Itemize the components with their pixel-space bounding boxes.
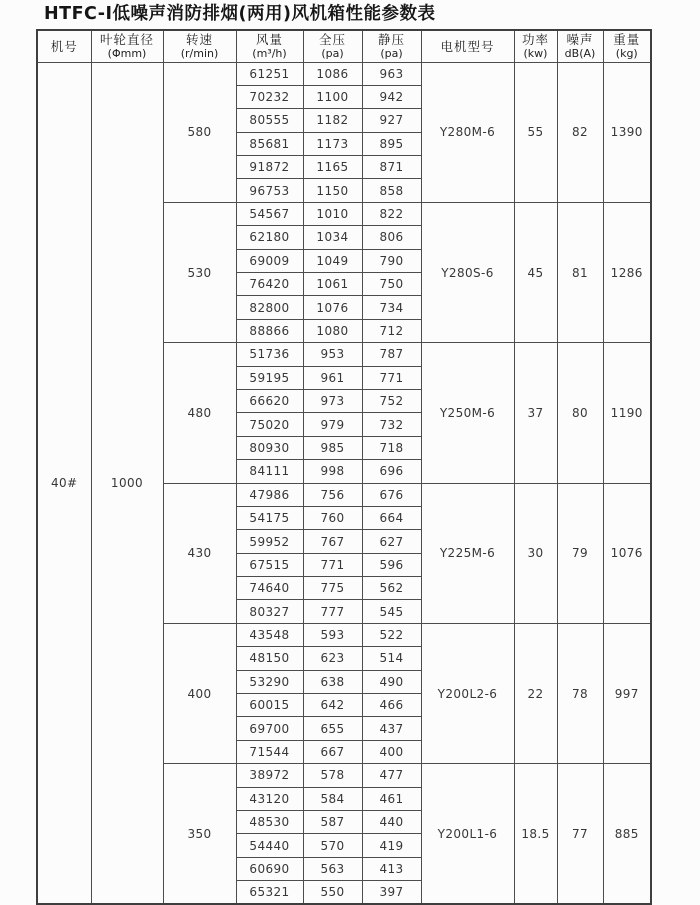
total-pressure-cell: 771 — [303, 553, 362, 576]
total-pressure-cell: 1150 — [303, 179, 362, 202]
total-pressure-cell: 642 — [303, 694, 362, 717]
col-header-label: 重量 — [613, 32, 641, 48]
col-header-impeller-diameter — [91, 30, 163, 62]
air-volume-cell: 96753 — [236, 179, 303, 202]
speed-cell: 350 — [163, 764, 236, 904]
noise-cell: 78 — [557, 623, 603, 763]
table-row — [37, 62, 651, 85]
speed-cell: 400 — [163, 623, 236, 763]
total-pressure-cell: 998 — [303, 460, 362, 483]
static-pressure-cell: 490 — [362, 670, 421, 693]
air-volume-cell: 66620 — [236, 389, 303, 412]
motor-model-cell: Y280S-6 — [421, 202, 514, 342]
total-pressure-cell: 961 — [303, 366, 362, 389]
noise-cell: 81 — [557, 202, 603, 342]
total-pressure-cell: 1076 — [303, 296, 362, 319]
total-pressure-cell: 578 — [303, 764, 362, 787]
static-pressure-cell: 522 — [362, 623, 421, 646]
col-header-unit: (pa) — [321, 47, 344, 61]
motor-model-cell: Y225M-6 — [421, 483, 514, 623]
static-pressure-cell: 545 — [362, 600, 421, 623]
weight-cell: 885 — [603, 764, 651, 904]
total-pressure-cell: 550 — [303, 881, 362, 904]
air-volume-cell: 75020 — [236, 413, 303, 436]
col-header-air-volume — [236, 30, 303, 62]
power-cell: 22 — [514, 623, 557, 763]
total-pressure-cell: 760 — [303, 506, 362, 529]
static-pressure-cell: 871 — [362, 156, 421, 179]
col-header-unit: (m³/h) — [252, 47, 287, 61]
noise-cell: 80 — [557, 343, 603, 483]
total-pressure-cell: 1034 — [303, 226, 362, 249]
static-pressure-cell: 942 — [362, 85, 421, 108]
air-volume-cell: 53290 — [236, 670, 303, 693]
col-header-label: 电机型号 — [440, 38, 495, 54]
static-pressure-cell: 397 — [362, 881, 421, 904]
total-pressure-cell: 623 — [303, 647, 362, 670]
fan-spec-table — [36, 29, 652, 905]
motor-model-cell: Y250M-6 — [421, 343, 514, 483]
noise-cell: 77 — [557, 764, 603, 904]
total-pressure-cell: 638 — [303, 670, 362, 693]
total-pressure-cell: 570 — [303, 834, 362, 857]
header-row — [37, 30, 651, 62]
weight-cell: 1390 — [603, 62, 651, 202]
air-volume-cell: 54440 — [236, 834, 303, 857]
air-volume-cell: 80327 — [236, 600, 303, 623]
air-volume-cell: 80930 — [236, 436, 303, 459]
air-volume-cell: 82800 — [236, 296, 303, 319]
static-pressure-cell: 400 — [362, 740, 421, 763]
static-pressure-cell: 895 — [362, 132, 421, 155]
col-header-total-pressure — [303, 30, 362, 62]
air-volume-cell: 38972 — [236, 764, 303, 787]
total-pressure-cell: 1049 — [303, 249, 362, 272]
power-cell: 30 — [514, 483, 557, 623]
static-pressure-cell: 466 — [362, 694, 421, 717]
total-pressure-cell: 1165 — [303, 156, 362, 179]
air-volume-cell: 59195 — [236, 366, 303, 389]
air-volume-cell: 91872 — [236, 156, 303, 179]
air-volume-cell: 74640 — [236, 577, 303, 600]
air-volume-cell: 84111 — [236, 460, 303, 483]
static-pressure-cell: 676 — [362, 483, 421, 506]
col-header-machine-no — [37, 30, 91, 62]
col-header-label: 全压 — [318, 32, 346, 48]
air-volume-cell: 60015 — [236, 694, 303, 717]
air-volume-cell: 69700 — [236, 717, 303, 740]
speed-cell: 430 — [163, 483, 236, 623]
power-cell: 18.5 — [514, 764, 557, 904]
static-pressure-cell: 771 — [362, 366, 421, 389]
total-pressure-cell: 775 — [303, 577, 362, 600]
air-volume-cell: 43120 — [236, 787, 303, 810]
static-pressure-cell: 858 — [362, 179, 421, 202]
air-volume-cell: 47986 — [236, 483, 303, 506]
static-pressure-cell: 790 — [362, 249, 421, 272]
col-header-static-pressure — [362, 30, 421, 62]
static-pressure-cell: 461 — [362, 787, 421, 810]
col-header-label: 噪声 — [566, 32, 594, 48]
static-pressure-cell: 437 — [362, 717, 421, 740]
total-pressure-cell: 979 — [303, 413, 362, 436]
air-volume-cell: 67515 — [236, 553, 303, 576]
static-pressure-cell: 732 — [362, 413, 421, 436]
air-volume-cell: 69009 — [236, 249, 303, 272]
col-header-unit: (kg) — [615, 47, 638, 61]
static-pressure-cell: 806 — [362, 226, 421, 249]
total-pressure-cell: 756 — [303, 483, 362, 506]
total-pressure-cell: 1100 — [303, 85, 362, 108]
total-pressure-cell: 593 — [303, 623, 362, 646]
static-pressure-cell: 477 — [362, 764, 421, 787]
col-header-motor-model — [421, 30, 514, 62]
weight-cell: 1076 — [603, 483, 651, 623]
static-pressure-cell: 562 — [362, 577, 421, 600]
col-header-unit: (pa) — [380, 47, 403, 61]
total-pressure-cell: 655 — [303, 717, 362, 740]
static-pressure-cell: 734 — [362, 296, 421, 319]
weight-cell: 997 — [603, 623, 651, 763]
static-pressure-cell: 514 — [362, 647, 421, 670]
total-pressure-cell: 1061 — [303, 273, 362, 296]
static-pressure-cell: 963 — [362, 62, 421, 85]
col-header-weight — [603, 30, 651, 62]
total-pressure-cell: 1173 — [303, 132, 362, 155]
air-volume-cell: 54567 — [236, 202, 303, 225]
weight-cell: 1286 — [603, 202, 651, 342]
air-volume-cell: 54175 — [236, 506, 303, 529]
motor-model-cell: Y280M-6 — [421, 62, 514, 202]
total-pressure-cell: 1010 — [303, 202, 362, 225]
total-pressure-cell: 584 — [303, 787, 362, 810]
static-pressure-cell: 596 — [362, 553, 421, 576]
total-pressure-cell: 1080 — [303, 319, 362, 342]
air-volume-cell: 62180 — [236, 226, 303, 249]
col-header-power — [514, 30, 557, 62]
air-volume-cell: 80555 — [236, 109, 303, 132]
page-title: HTFC-I低噪声消防排烟(两用)风机箱性能参数表 — [44, 4, 436, 24]
power-cell: 55 — [514, 62, 557, 202]
total-pressure-cell: 953 — [303, 343, 362, 366]
static-pressure-cell: 413 — [362, 857, 421, 880]
air-volume-cell: 76420 — [236, 273, 303, 296]
total-pressure-cell: 985 — [303, 436, 362, 459]
air-volume-cell: 51736 — [236, 343, 303, 366]
col-header-unit: (kw) — [523, 47, 548, 61]
noise-cell: 79 — [557, 483, 603, 623]
power-cell: 37 — [514, 343, 557, 483]
total-pressure-cell: 1086 — [303, 62, 362, 85]
impeller-diameter-cell: 1000 — [91, 62, 163, 904]
static-pressure-cell: 752 — [362, 389, 421, 412]
col-header-speed — [163, 30, 236, 62]
air-volume-cell: 70232 — [236, 85, 303, 108]
air-volume-cell: 59952 — [236, 530, 303, 553]
col-header-label: 静压 — [377, 32, 405, 48]
total-pressure-cell: 777 — [303, 600, 362, 623]
air-volume-cell: 61251 — [236, 62, 303, 85]
air-volume-cell: 48530 — [236, 811, 303, 834]
col-header-noise — [557, 30, 603, 62]
total-pressure-cell: 973 — [303, 389, 362, 412]
weight-cell: 1190 — [603, 343, 651, 483]
noise-cell: 82 — [557, 62, 603, 202]
machine-no-cell: 40# — [37, 62, 91, 904]
col-header-label: 转速 — [185, 32, 213, 48]
speed-cell: 480 — [163, 343, 236, 483]
col-header-label: 功率 — [521, 32, 549, 48]
static-pressure-cell: 718 — [362, 436, 421, 459]
static-pressure-cell: 696 — [362, 460, 421, 483]
total-pressure-cell: 563 — [303, 857, 362, 880]
motor-model-cell: Y200L1-6 — [421, 764, 514, 904]
col-header-label: 风量 — [255, 32, 283, 48]
air-volume-cell: 71544 — [236, 740, 303, 763]
air-volume-cell: 85681 — [236, 132, 303, 155]
power-cell: 45 — [514, 202, 557, 342]
static-pressure-cell: 664 — [362, 506, 421, 529]
static-pressure-cell: 750 — [362, 273, 421, 296]
static-pressure-cell: 440 — [362, 811, 421, 834]
air-volume-cell: 65321 — [236, 881, 303, 904]
static-pressure-cell: 419 — [362, 834, 421, 857]
table-header — [37, 30, 651, 62]
motor-model-cell: Y200L2-6 — [421, 623, 514, 763]
air-volume-cell: 43548 — [236, 623, 303, 646]
col-header-unit: dB(A) — [564, 47, 596, 61]
total-pressure-cell: 587 — [303, 811, 362, 834]
total-pressure-cell: 667 — [303, 740, 362, 763]
speed-cell: 530 — [163, 202, 236, 342]
static-pressure-cell: 712 — [362, 319, 421, 342]
speed-cell: 580 — [163, 62, 236, 202]
air-volume-cell: 48150 — [236, 647, 303, 670]
col-header-unit: (Φmm) — [107, 47, 147, 61]
air-volume-cell: 60690 — [236, 857, 303, 880]
static-pressure-cell: 787 — [362, 343, 421, 366]
table-body — [37, 62, 651, 904]
total-pressure-cell: 767 — [303, 530, 362, 553]
col-header-label: 机号 — [50, 38, 78, 54]
total-pressure-cell: 1182 — [303, 109, 362, 132]
air-volume-cell: 88866 — [236, 319, 303, 342]
col-header-label: 叶轮直径 — [99, 32, 154, 48]
static-pressure-cell: 927 — [362, 109, 421, 132]
static-pressure-cell: 822 — [362, 202, 421, 225]
static-pressure-cell: 627 — [362, 530, 421, 553]
col-header-unit: (r/min) — [180, 47, 219, 61]
